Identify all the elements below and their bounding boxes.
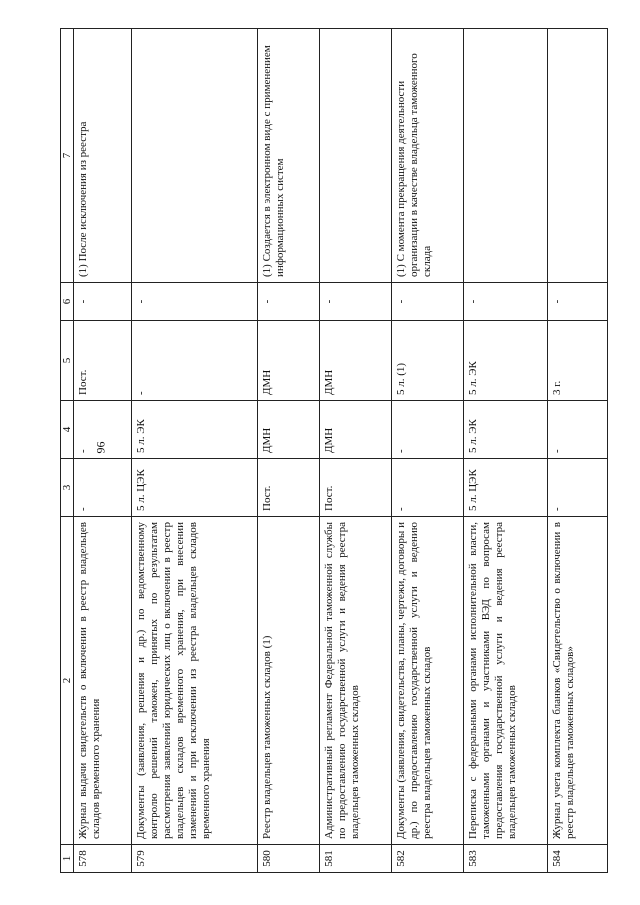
rotated-page [60, 29, 608, 873]
row-note [464, 29, 548, 283]
table-row [392, 29, 464, 873]
row-title: Документы (заявления, решения и др.) по ведомственному контролю решений таможен, принятых по результатам рассмотрения заявлений юридических лиц о включении в реестр владельцев складов временного хранения, при внесении изменений и при исключении из реестра владельцев складов временного хранения [132, 517, 258, 845]
row-col-3: - [548, 459, 608, 517]
row-col-4: 5 л. ЭК [464, 401, 548, 459]
row-number: 581 [320, 845, 392, 873]
row-col-3: Пост. [320, 459, 392, 517]
row-col-3: 5 л. ЦЭК [464, 459, 548, 517]
row-col-6: - [74, 283, 132, 321]
header-col-6: 6 [61, 283, 74, 321]
row-col-6: - [258, 283, 320, 321]
table-row [320, 29, 392, 873]
row-col-5: - [132, 321, 258, 401]
header-col-3: 3 [61, 459, 74, 517]
row-title: Журнал выдачи свидетельств о включении в реестр владельцев складов временного хранения [74, 517, 132, 845]
row-col-4: - [74, 401, 132, 459]
row-title: Административный регламент Федеральной таможенной службы по предоставлению государственной услуги и ведения реестра владельцев таможенных складов [320, 517, 392, 845]
retention-table [60, 28, 608, 873]
row-col-3: 5 л. ЦЭК [132, 459, 258, 517]
table-row [74, 29, 132, 873]
row-col-4: - [548, 401, 608, 459]
row-title: Документы (заявления, свидетельства, планы, чертежи, договоры и др.) по предоставлению государственной услуги и ведению реестра владельцев таможенных складов [392, 517, 464, 845]
row-col-3: - [74, 459, 132, 517]
table-row [548, 29, 608, 873]
row-col-5: ДМН [320, 321, 392, 401]
table-row [132, 29, 258, 873]
row-col-6: - [548, 283, 608, 321]
row-number: 584 [548, 845, 608, 873]
row-number: 583 [464, 845, 548, 873]
row-col-4: 5 л. ЭК [132, 401, 258, 459]
row-col-5: ДМН [258, 321, 320, 401]
row-col-6: - [132, 283, 258, 321]
header-col-4: 4 [61, 401, 74, 459]
row-note [320, 29, 392, 283]
row-title: Реестр владельцев таможенных складов (1) [258, 517, 320, 845]
row-title: Переписка с федеральными органами исполнительной власти, таможенными органами и участниками ВЭД по вопросам предоставления государственной услуги и ведения реестра владельцев таможенных складов [464, 517, 548, 845]
row-note: (1) Создается в электронном виде с применением информационных систем [258, 29, 320, 283]
row-number: 579 [132, 845, 258, 873]
row-col-4: ДМН [320, 401, 392, 459]
row-number: 578 [74, 845, 132, 873]
row-col-5: 3 г. [548, 321, 608, 401]
header-col-2: 2 [61, 517, 74, 845]
row-col-5: 5 л. (1) [392, 321, 464, 401]
table-row [258, 29, 320, 873]
page-number: 96 [93, 441, 108, 454]
row-note: (1) После исключения из реестра [74, 29, 132, 283]
row-col-3: Пост. [258, 459, 320, 517]
header-col-1: 1 [61, 845, 74, 873]
table-row [464, 29, 548, 873]
table-header-row [61, 29, 74, 873]
row-col-5: 5 л. ЭК [464, 321, 548, 401]
header-col-7: 7 [61, 29, 74, 283]
row-title: Журнал учета комплекта бланков «Свидетельство о включении в реестр владельцев таможенных складов» [548, 517, 608, 845]
row-col-4: ДМН [258, 401, 320, 459]
row-col-3: - [392, 459, 464, 517]
row-number: 580 [258, 845, 320, 873]
header-col-5: 5 [61, 321, 74, 401]
row-col-5: Пост. [74, 321, 132, 401]
row-col-4: - [392, 401, 464, 459]
row-note [548, 29, 608, 283]
row-note [132, 29, 258, 283]
row-col-6: - [392, 283, 464, 321]
row-col-6: - [464, 283, 548, 321]
row-number: 582 [392, 845, 464, 873]
row-col-6: - [320, 283, 392, 321]
row-note: (1) С момента прекращения деятельности организации в качестве владельца таможенного склада [392, 29, 464, 283]
